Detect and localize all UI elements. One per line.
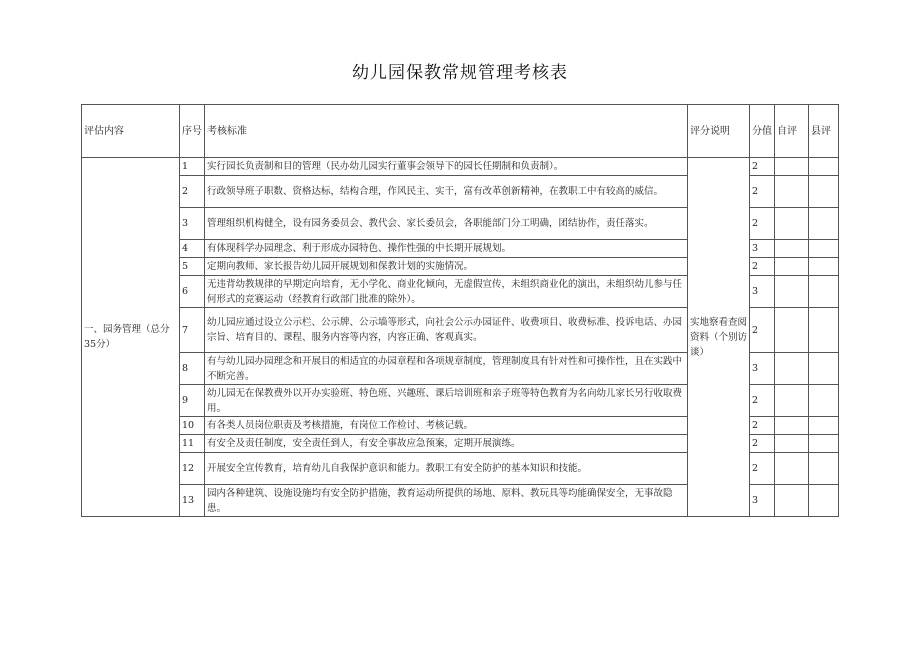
- county-eval-cell[interactable]: [809, 435, 839, 453]
- row-standard: 园内各种建筑、设施设施均有安全防护措施，教育运动所提供的场地、原料、教玩具等均能确保安全，无事故隐患。: [205, 485, 688, 517]
- self-eval-cell[interactable]: [775, 417, 809, 435]
- row-number: 1: [180, 158, 205, 176]
- row-number: 5: [180, 258, 205, 276]
- self-eval-cell[interactable]: [775, 158, 809, 176]
- county-eval-cell[interactable]: [809, 308, 839, 353]
- assessment-table: [81, 104, 839, 517]
- row-number: 11: [180, 435, 205, 453]
- row-score: 3: [750, 485, 775, 517]
- header-seq: 序号: [180, 105, 205, 158]
- table-row: [82, 158, 839, 176]
- county-eval-cell[interactable]: [809, 158, 839, 176]
- county-eval-cell[interactable]: [809, 208, 839, 240]
- row-score: 3: [750, 240, 775, 258]
- self-eval-cell[interactable]: [775, 258, 809, 276]
- category-cell: 一、园务管理（总分35分）: [82, 158, 180, 517]
- row-standard: 开展安全宣传教育，培育幼儿自我保护意识和能力。教职工有安全防护的基本知识和技能。: [205, 453, 688, 485]
- county-eval-cell[interactable]: [809, 417, 839, 435]
- row-score: 2: [750, 158, 775, 176]
- row-number: 9: [180, 385, 205, 417]
- row-number: 4: [180, 240, 205, 258]
- self-eval-cell[interactable]: [775, 276, 809, 308]
- row-score: 2: [750, 385, 775, 417]
- header-score: 分值: [750, 105, 775, 158]
- self-eval-cell[interactable]: [775, 208, 809, 240]
- self-eval-cell[interactable]: [775, 453, 809, 485]
- row-score: 3: [750, 276, 775, 308]
- header-explain: 评分说明: [688, 105, 750, 158]
- county-eval-cell[interactable]: [809, 385, 839, 417]
- row-score: 2: [750, 435, 775, 453]
- row-standard: 有与幼儿园办园理念和开展目的相适宜的办园章程和各项规章制度，管理制度具有针对性和可操作性，且在实践中不断完善。: [205, 353, 688, 385]
- header-self-eval: 自评: [775, 105, 809, 158]
- self-eval-cell[interactable]: [775, 308, 809, 353]
- row-standard: 有各类人员岗位职责及考核措施，有岗位工作检讨、考核记载。: [205, 417, 688, 435]
- row-score: 2: [750, 258, 775, 276]
- row-number: 8: [180, 353, 205, 385]
- row-number: 6: [180, 276, 205, 308]
- row-number: 13: [180, 485, 205, 517]
- row-score: 2: [750, 453, 775, 485]
- county-eval-cell[interactable]: [809, 485, 839, 517]
- header-county-eval: 县评: [809, 105, 839, 158]
- row-number: 2: [180, 176, 205, 208]
- row-number: 12: [180, 453, 205, 485]
- self-eval-cell[interactable]: [775, 385, 809, 417]
- header-content: 评估内容: [82, 105, 180, 158]
- row-standard: 有安全及责任制度，安全责任到人，有安全事故应急预案，定期开展演练。: [205, 435, 688, 453]
- county-eval-cell[interactable]: [809, 453, 839, 485]
- row-number: 3: [180, 208, 205, 240]
- row-score: 2: [750, 417, 775, 435]
- county-eval-cell[interactable]: [809, 176, 839, 208]
- row-score: 2: [750, 208, 775, 240]
- row-standard: 幼儿园应通过设立公示栏、公示牌、公示墙等形式，向社会公示办园证件、收费项目、收费标准、投诉电话、办园宗旨、培育目的、课程、服务内容等内容，内容正确、客观真实。: [205, 308, 688, 353]
- row-standard: 管理组织机构健全，设有园务委员会、教代会、家长委员会，各职能部门分工明确，团结协作，责任落实。: [205, 208, 688, 240]
- row-number: 10: [180, 417, 205, 435]
- document-title: 幼儿园保教常规管理考核表: [352, 63, 568, 83]
- county-eval-cell[interactable]: [809, 240, 839, 258]
- county-eval-cell[interactable]: [809, 353, 839, 385]
- row-score: 2: [750, 308, 775, 353]
- row-standard: 无违背幼教规律的早期定向培育，无小学化、商业化倾向，无虚假宣传，未组织商业化的演出，未组织幼儿参与任何形式的竞赛运动（经教育行政部门批准的除外）。: [205, 276, 688, 308]
- row-number: 7: [180, 308, 205, 353]
- county-eval-cell[interactable]: [809, 258, 839, 276]
- self-eval-cell[interactable]: [775, 353, 809, 385]
- row-score: 3: [750, 353, 775, 385]
- row-standard: 定期向教师、家长报告幼儿园开展规划和保教计划的实施情况。: [205, 258, 688, 276]
- self-eval-cell[interactable]: [775, 176, 809, 208]
- self-eval-cell[interactable]: [775, 435, 809, 453]
- explanation-cell: 实地察看查阅资料（个别访谈）: [688, 158, 750, 517]
- row-standard: 有体现科学办园理念、利于形成办园特色、操作性强的中长期开展规划。: [205, 240, 688, 258]
- row-standard: 实行园长负责制和目的管理（民办幼儿园实行董事会领导下的园长任期制和负责制）。: [205, 158, 688, 176]
- row-standard: 幼儿园无在保教费外以开办实验班、特色班、兴趣班、课后培训班和亲子班等特色教育为名向幼儿家长另行收取费用。: [205, 385, 688, 417]
- row-score: 2: [750, 176, 775, 208]
- header-standard: 考核标准: [205, 105, 688, 158]
- self-eval-cell[interactable]: [775, 240, 809, 258]
- table-header-row: [82, 105, 839, 158]
- county-eval-cell[interactable]: [809, 276, 839, 308]
- self-eval-cell[interactable]: [775, 485, 809, 517]
- row-standard: 行政领导班子职数、资格达标，结构合理，作风民主、实干，富有改革创新精神，在教职工中有较高的威信。: [205, 176, 688, 208]
